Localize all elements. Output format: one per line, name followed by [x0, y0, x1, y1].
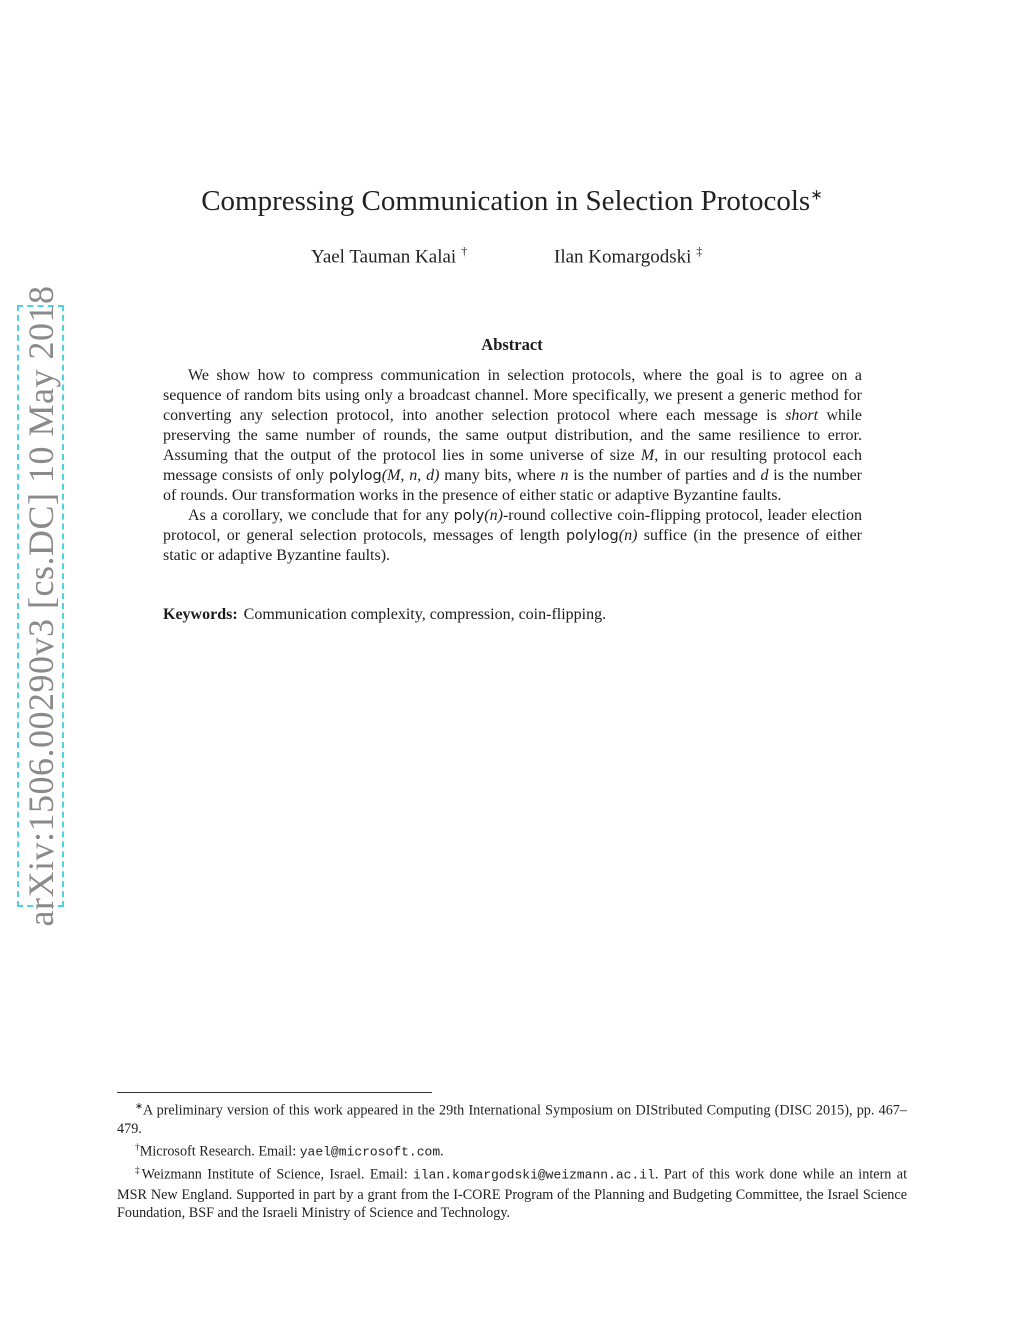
arxiv-stamp [17, 285, 64, 927]
text-run: while preserving the same number of rounds, the same output distribution, and the same resilience to error. Assuming that the output of the protocol lies in some universe of size [163, 407, 863, 464]
math-var: n [560, 467, 569, 484]
text-run: is the number of rounds. Our transformation works in the presence of either static or adaptive Byzantine faults. [163, 467, 863, 504]
title-footnote-mark: ∗ [810, 187, 823, 204]
footnote-text: . Part of this work done while an intern at MSR New England. Supported in part by a grant from the I-CORE Program of the Planning and Budgeting Committee, the Israel Science Foundation, BSF and the Israeli Ministry of Science and Technology. [117, 1166, 908, 1222]
author-kalai [311, 244, 467, 268]
arxiv-identifier: arXiv:1506.00290v3 [cs.DC] 10 May 2018 [20, 285, 61, 927]
keywords-text: Communication complexity, compression, coin-flipping. [243, 606, 607, 623]
text-run: , in our resulting protocol each message consists of only [163, 447, 863, 484]
author-footnote-mark: ‡ [696, 244, 703, 258]
abstract-paragraph-1 [163, 366, 862, 506]
text-run: As a corollary, we conclude that for any [188, 507, 454, 524]
title-text: Compressing Communication in Selection Protocols [201, 185, 811, 217]
abstract-paragraph-2 [163, 506, 862, 566]
author-footnote-mark: † [461, 244, 468, 258]
footnote-2 [117, 1139, 907, 1162]
paper-title [0, 185, 1024, 218]
abstract-heading: Abstract [481, 335, 543, 354]
footnote-mark: † [135, 1142, 140, 1153]
keywords-label: Keywords: [163, 606, 238, 623]
text-run: We show how to compress communication in selection protocols, where the goal is to agree on a sequence of random bits using only a broadcast channel. More specifically, we present a generic method for converting any selection protocol, into another selection protocol where each message is [163, 367, 862, 424]
math-function: polylog [565, 528, 619, 544]
email-link[interactable]: ilan.komargodski@weizmann.ac.il [413, 1167, 655, 1183]
math-args: (n) [484, 507, 503, 524]
emphasis: short [785, 407, 819, 424]
math-function: poly [453, 508, 485, 524]
abstract-body [163, 366, 862, 566]
footnote-text: . [440, 1143, 444, 1160]
footnote-mark: ∗ [135, 1102, 143, 1112]
author-name: Ilan Komargodski [554, 246, 692, 268]
footnote-divider [117, 1092, 432, 1093]
math-function: polylog [328, 468, 382, 484]
footnote-3 [117, 1162, 907, 1223]
keywords [163, 605, 862, 625]
text-run: many bits, where [439, 467, 561, 484]
text-run: -round collective coin-flipping protocol, leader election protocol, or general selection protocols, messages of length [163, 507, 863, 544]
footnote-text: Microsoft Research. Email: [139, 1143, 300, 1160]
math-var: d [760, 467, 769, 484]
math-var: M [640, 447, 655, 464]
footnote-text: A preliminary version of this work appeared in the 29th International Symposium on DIStributed Computing (DISC 2015), pp. 467–479. [117, 1102, 907, 1138]
email-link[interactable]: yael@microsoft.com [299, 1144, 441, 1160]
text-run: suffice (in the presence of either static or adaptive Byzantine faults). [163, 527, 862, 564]
author-name: Yael Tauman Kalai [311, 246, 457, 268]
footnote-mark: ‡ [135, 1166, 142, 1177]
math-args: (M, n, d) [381, 467, 440, 484]
text-run: is the number of parties and [568, 467, 761, 484]
footnote-1 [117, 1098, 907, 1139]
author-komargodski [554, 244, 702, 268]
footnote-text: Weizmann Institute of Science, Israel. Email: [141, 1166, 414, 1183]
footnotes [117, 1098, 907, 1223]
math-args: (n) [618, 527, 638, 544]
